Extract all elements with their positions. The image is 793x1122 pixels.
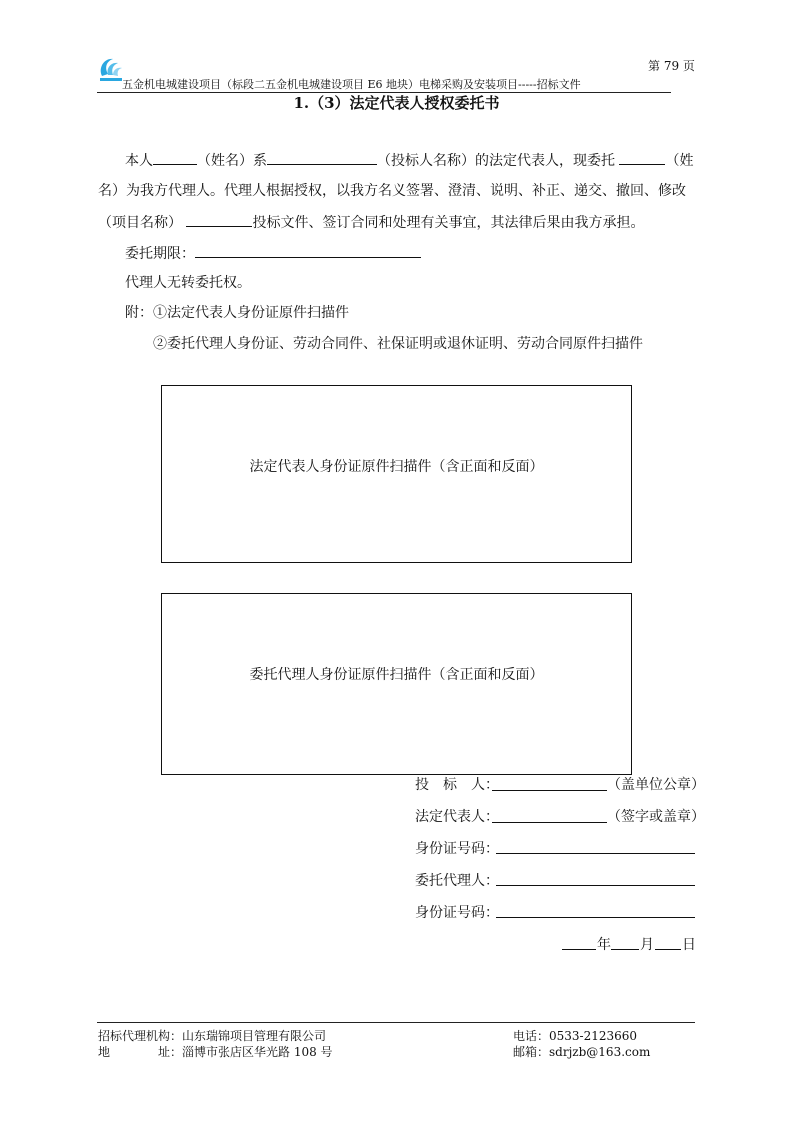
- id-number-line-1[interactable]: [496, 853, 695, 854]
- bidder-line[interactable]: [492, 790, 607, 791]
- text-legal-rep-entrust: （投标人名称）的法定代表人，现委托: [377, 153, 615, 169]
- page-number: 第 79 页: [648, 59, 695, 73]
- footer-address: 址：淄博市张店区华光路 108 号: [158, 1045, 333, 1059]
- month-blank[interactable]: [611, 949, 639, 950]
- year-blank[interactable]: [562, 949, 596, 950]
- page-title: 1.（3）法定代表人授权委托书: [293, 94, 500, 112]
- footer-email: 邮箱：sdrjzb@163.com: [513, 1045, 651, 1059]
- header-title: 五金机电城建设项目（标段二五金机电城建设项目 E6 地块）电梯采购及安装项目-----招标文件: [122, 78, 581, 91]
- text-xing: （姓: [665, 153, 694, 169]
- body-line-2: 名）为我方代理人。代理人根据授权，以我方名义签署、澄清、说明、补正、递交、撤回、修改: [98, 183, 686, 199]
- bidder-note: （盖单位公章）: [607, 777, 705, 793]
- legal-rep-note: （签字或盖章）: [607, 809, 705, 825]
- agent-line[interactable]: [496, 885, 695, 886]
- period-line: [125, 243, 421, 264]
- bidder-name-blank[interactable]: [267, 150, 377, 165]
- id-number-label-2: 身份证号码：: [415, 905, 499, 921]
- footer-agency: 招标代理机构：山东瑞锦项目管理有限公司: [98, 1029, 327, 1043]
- agent-label: 委托代理人：: [415, 873, 499, 889]
- body-line-1: [125, 150, 693, 171]
- day-label: 日: [682, 937, 696, 953]
- body-line-3: [98, 212, 644, 233]
- agent-name-blank[interactable]: [619, 150, 665, 165]
- day-blank[interactable]: [655, 949, 681, 950]
- legal-rep-id-box: [161, 385, 632, 563]
- project-name-blank[interactable]: [186, 212, 252, 227]
- attachment-1: 附：①法定代表人身份证原件扫描件: [125, 305, 349, 321]
- agent-id-box-label: 委托代理人身份证原件扫描件（含正面和反面）: [249, 667, 544, 683]
- footer-address-prefix: 地: [98, 1045, 111, 1059]
- legal-rep-line[interactable]: [492, 822, 607, 823]
- id-number-line-2[interactable]: [496, 917, 695, 918]
- legal-rep-label: 法定代表人：: [415, 809, 499, 825]
- agent-id-box: [161, 593, 632, 775]
- no-transfer-text: 代理人无转委托权。: [125, 275, 251, 291]
- text-ben-ren: 本人: [125, 153, 153, 169]
- attachment-2: ②委托代理人身份证、劳动合同件、社保证明或退休证明、劳动合同原件扫描件: [153, 336, 643, 352]
- period-blank[interactable]: [195, 243, 421, 258]
- text-bid-docs: 投标文件、签订合同和处理有关事宜，其法律后果由我方承担。: [252, 215, 645, 231]
- footer-divider: [97, 1022, 695, 1023]
- id-number-label-1: 身份证号码：: [415, 841, 499, 857]
- bidder-label: 投 标 人：: [415, 777, 499, 793]
- month-label: 月: [640, 937, 654, 953]
- text-project-name: （项目名称）: [98, 215, 182, 231]
- footer-phone: 电话：0533-2123660: [513, 1029, 638, 1043]
- name-blank[interactable]: [153, 150, 197, 165]
- legal-rep-id-box-label: 法定代表人身份证原件扫描件（含正面和反面）: [249, 459, 544, 475]
- year-label: 年: [597, 937, 611, 953]
- text-name-xi: （姓名）系: [197, 153, 267, 169]
- period-label: 委托期限：: [125, 246, 195, 262]
